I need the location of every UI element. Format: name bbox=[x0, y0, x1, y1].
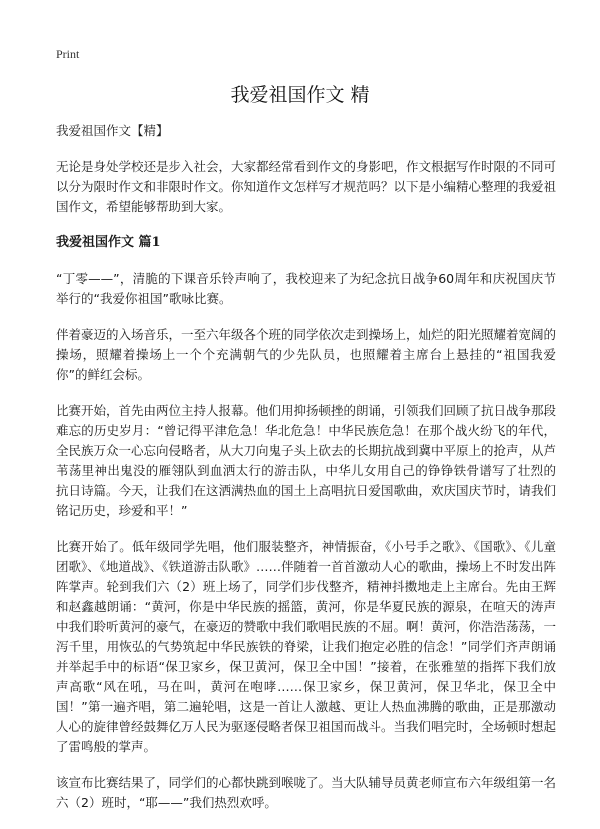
body-paragraph: 比赛开始，首先由两位主持人报幕。他们用抑扬顿挫的朗诵，引领我们回顾了抗日战争那段难忘的历史岁月：“曾记得平津危急！华北危急！中华民族危急！在那个战火纷飞的年代，全民族万众一心忘向侵略者，从大刀向鬼子头上砍去的长期抗战到冀中平原上的抢声，从芦苇荡里神出鬼没的雁翎队到血洒太行的游击队，中华儿女用自己的铮铮铁骨谱写了壮烈的 抗日诗篇。今天，让我们在这洒满热血的国土上高唱抗日爱国歌曲，欢庆国庆节时，请我们铭记历史，珍爱和平！” bbox=[56, 403, 557, 518]
section-heading: 我爱祖国作文 篇1 bbox=[56, 235, 161, 250]
print-label: Print bbox=[56, 47, 80, 61]
body-paragraph: 伴着豪迈的入场音乐，一至六年级各个班的同学依次走到操场上，灿烂的阳光照耀着宽阔的操场，照耀着操场上一个个充满朝气的少先队员，也照耀着主席台上悬挂的“祖国我爱你”的鲜红会标。 bbox=[56, 327, 557, 382]
document-subtitle: 我爱祖国作文【精】 bbox=[56, 123, 169, 138]
intro-paragraph: 无论是身处学校还是步入社会，大家都经常看到作文的身影吧，作文根据写作时限的不同可以分为限时作文和非限时作文。你知道作文怎样写才规范吗？以下是小编精心整理的我爱祖国作文，希望能够帮助到大家。 bbox=[56, 159, 557, 214]
document-body bbox=[56, 121, 556, 829]
body-paragraph: 该宣布比赛结果了，同学们的心都快跳到喉咙了。当大队辅导员黄老师宣布六年级组第一名六（2）班时，“耶——”我们热烈欢呼。 bbox=[56, 775, 557, 810]
body-paragraph: “丁零——”，清脆的下课音乐铃声响了，我校迎来了为纪念抗日战争60周年和庆祝国庆节举行的“我爱你祖国”歌咏比赛。 bbox=[56, 271, 556, 306]
body-paragraph: 比赛开始了。低年级同学先唱，他们服装整齐，神情振奋，《小号手之歌》、《国歌》、《儿童团歌》、《地道战》、《铁道游击队歌》……伴随着一首首激动人心的歌曲，操场上不时发出阵阵掌声。轮到我们六（2）班上场了，同学们步伐整齐，精神抖擞地走上主席台。先由王辉和赵鑫越朗诵：“黄河，你是中华民族的摇篮，黄河，你是华夏民族的源泉，在喧天的涛声中我们聆听黄河的豪气，在豪迈的赞歌中我们歌唱民族的不屈。啊！黄河，你浩浩荡荡，一泻千里，用恢弘的气势筑起中华民族铁的脊梁，让我们抱定必胜的信念！”同学们齐声朗诵并举起手中的标语“保卫家乡，保卫黄河，保卫全中国！”接着，在张雅堃的指挥下我们放声高歌“风在吼，马在叫，黄河在咆哮……保卫家乡，保卫黄河，保卫华北，保卫全中国！”第一遍齐唱，第二遍轮唱，这是一首让人激越、更让人热血沸腾的歌曲，正是那激动人心的旋律曾经鼓舞亿万人民为驱逐侵略者保卫祖国而战斗。当我们唱完时，全场顿时想起了雷鸣般的掌声。 bbox=[56, 539, 557, 754]
document-title: 我爱祖国作文 精 bbox=[230, 84, 370, 106]
